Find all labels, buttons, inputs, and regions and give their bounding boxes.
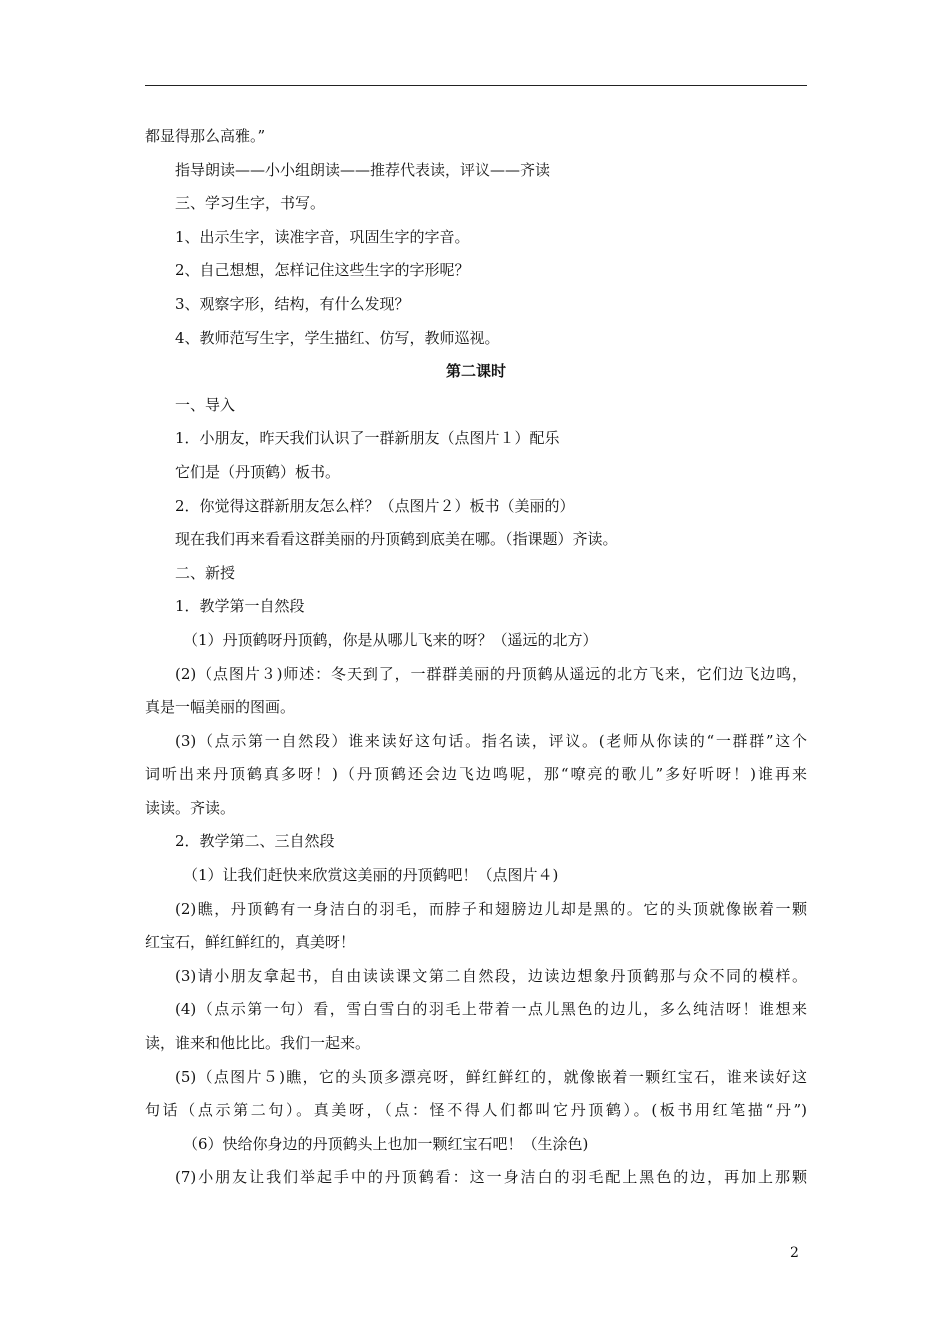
text-line: 1、出示生字，读准字音，巩固生字的字音。 <box>175 227 470 246</box>
text-line: 1．小朋友，昨天我们认识了一群新朋友（点图片１）配乐 <box>175 429 560 448</box>
text-line: 4、教师范写生字，学生描红、仿写，教师巡视。 <box>175 328 500 347</box>
text-line: 三、学习生字，书写。 <box>175 194 326 213</box>
text-line: 1．教学第一自然段 <box>175 597 305 616</box>
text-line: 红宝石，鲜红鲜红的，真美呀！ <box>145 933 356 952</box>
text-line: 现在我们再来看看这群美丽的丹顶鹤到底美在哪。（指课题）齐读。 <box>175 530 618 549</box>
header-rule <box>145 85 807 86</box>
text-line: （1）让我们赶快来欣赏这美丽的丹顶鹤吧！（点图片４) <box>183 866 559 885</box>
text-line: 二、新授 <box>175 563 236 582</box>
text-line: 2、自己想想，怎样记住这些生字的字形呢？ <box>175 261 470 280</box>
text-line: 读读。齐读。 <box>145 798 236 817</box>
section-heading: 第二课时 <box>445 362 506 381</box>
text-line: (3)请小朋友拿起书，自由读读课文第二自然段，边读边想象丹顶鹤那与众不同的模样。 <box>175 966 807 985</box>
text-line: 2．你觉得这群新朋友怎么样？（点图片２）板书（美丽的） <box>175 496 575 515</box>
text-line: 它们是（丹顶鹤）板书。 <box>175 462 341 481</box>
text-line: （6）快给你身边的丹顶鹤头上也加一颗红宝石吧！（生涂色) <box>183 1134 589 1153</box>
text-line: (5)（点图片５)瞧，它的头顶多漂亮呀，鲜红鲜红的，就像嵌着一颗红宝石，谁来读好这 <box>175 1067 807 1086</box>
text-line: 都显得那么高雅。” <box>145 127 266 145</box>
text-line: (7)小朋友让我们举起手中的丹顶鹤看：这一身洁白的羽毛配上黑色的边，再加上那颗 <box>175 1168 807 1187</box>
text-line: 指导朗读——小小组朗读——推荐代表读，评议——齐读 <box>175 160 551 179</box>
text-line: 3、观察字形，结构，有什么发现？ <box>175 294 410 313</box>
document-body <box>145 120 807 1195</box>
text-line: 2．教学第二、三自然段 <box>175 832 335 851</box>
text-line: （1）丹顶鹤呀丹顶鹤，你是从哪儿飞来的呀？（遥远的北方） <box>183 630 598 649</box>
text-line: 读，谁来和他比比。我们一起来。 <box>145 1034 371 1053</box>
text-line: 真是一幅美丽的图画。 <box>145 698 296 717</box>
text-line: 词听出来丹顶鹤真多呀！)（丹顶鹤还会边飞边鸣呢，那“嘹亮的歌儿”多好听呀！)谁再来 <box>145 765 807 784</box>
text-line: (3)（点示第一自然段）谁来读好这句话。指名读，评议。(老师从你读的“一群群”这个 <box>175 731 807 750</box>
text-line: (4)（点示第一句）看，雪白雪白的羽毛上带着一点儿黑色的边儿，多么纯洁呀！谁想来 <box>175 1000 807 1019</box>
text-line: (2)瞧，丹顶鹤有一身洁白的羽毛，而脖子和翅膀边儿却是黑的。它的头顶就像嵌着一颗 <box>175 899 807 918</box>
text-line: (2)（点图片３)师述：冬天到了，一群群美丽的丹顶鹤从遥远的北方飞来，它们边飞边鸣， <box>175 664 807 683</box>
text-line: 一、导入 <box>175 395 236 414</box>
page-number: 2 <box>790 1245 799 1261</box>
text-line: 句话（点示第二句）。真美呀，（点：怪不得人们都叫它丹顶鹤）。(板书用红笔描“丹”) <box>145 1101 807 1120</box>
